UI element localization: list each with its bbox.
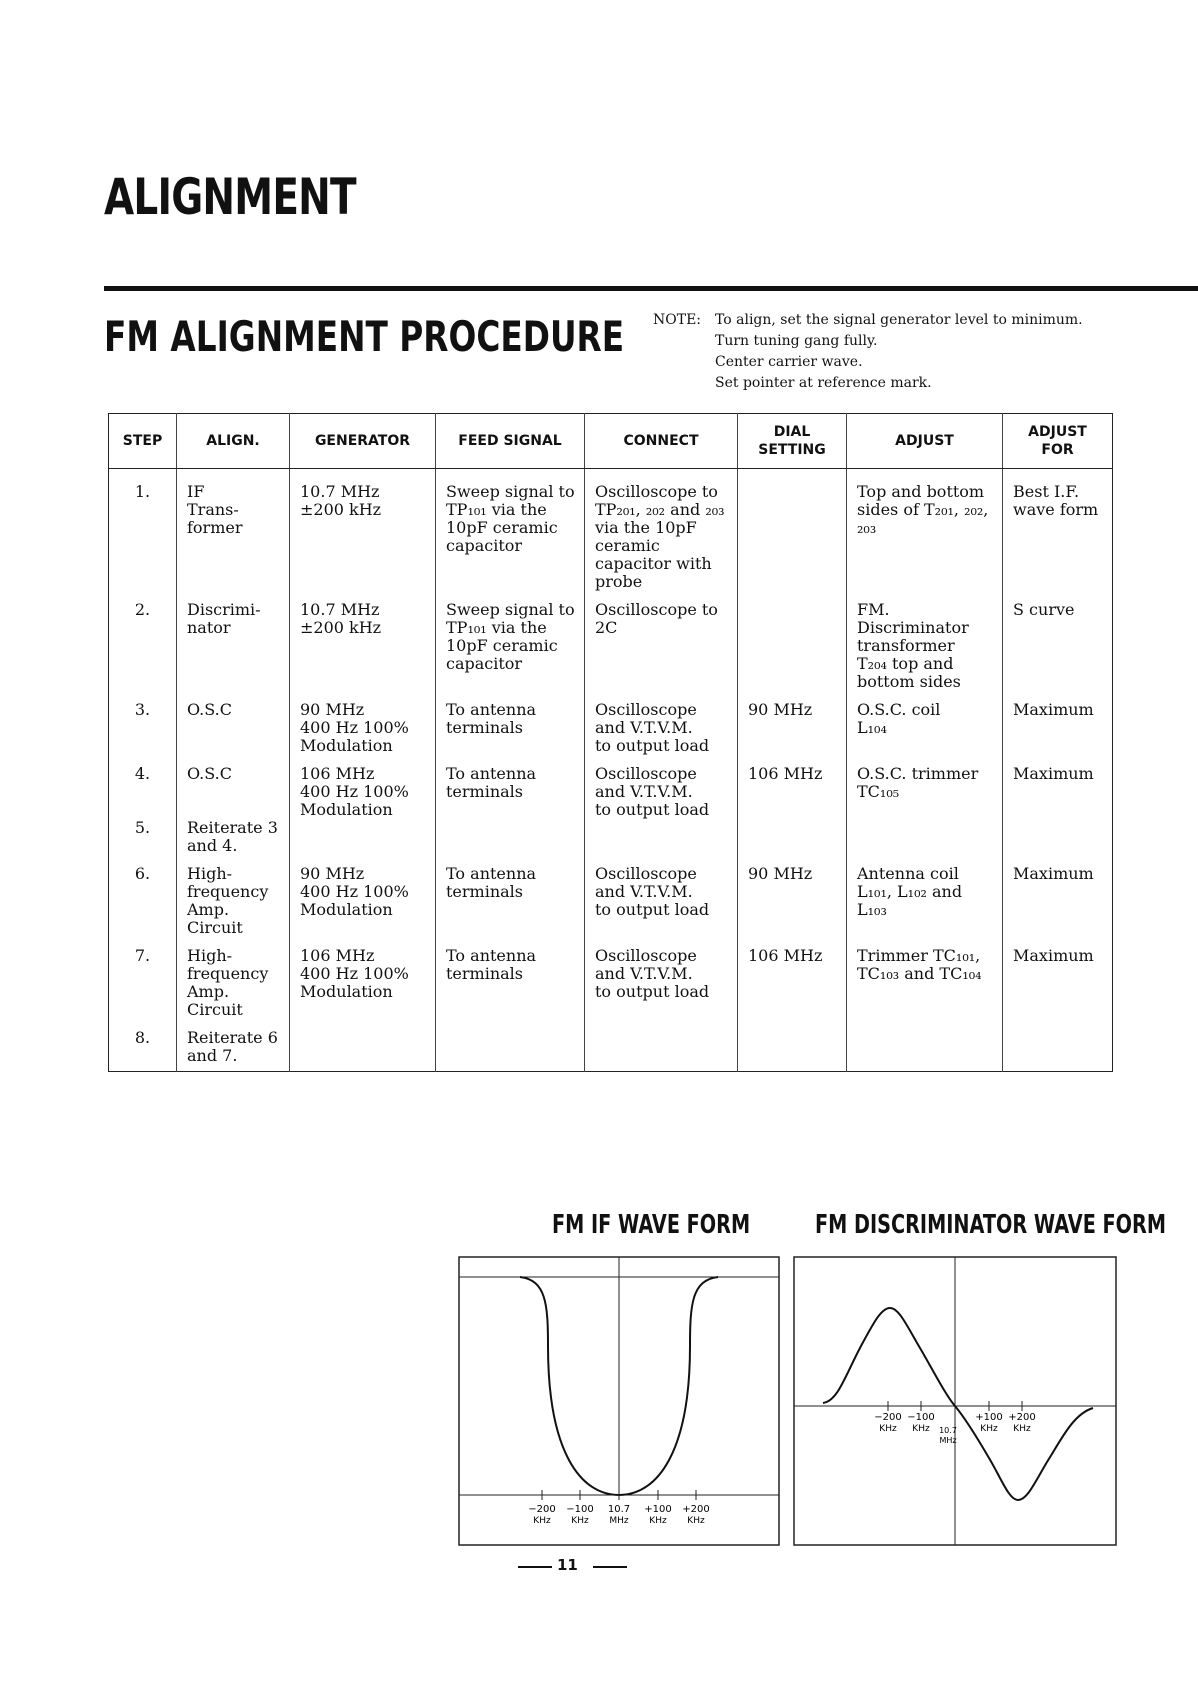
table-cell <box>585 691 738 755</box>
cell-text: Oscilloscope to 2C <box>595 600 718 637</box>
cell-text: Oscilloscope to TP₂₀₁, ₂₀₂ and ₂₀₃ via the 10pF ceramic capacitor with probe <box>595 482 725 591</box>
cell-text: Antenna coil L₁₀₁, L₁₀₂ and L₁₀₃ <box>857 864 963 919</box>
table-cell <box>436 591 585 691</box>
column-header: ALIGN. <box>177 414 290 469</box>
disc-wave-figure <box>793 1256 1117 1546</box>
cell-text: Maximum <box>1013 946 1094 965</box>
table-cell <box>847 755 1003 855</box>
center-unit: MHz <box>939 1436 957 1445</box>
cell-text: To antenna terminals <box>446 864 537 901</box>
cell-text: To antenna terminals <box>446 764 537 801</box>
tick-unit: MHz <box>609 1516 629 1526</box>
cell-text: Oscilloscope and V.T.V.M. to output load <box>595 864 710 919</box>
cell-text: 106 MHz <box>748 946 823 965</box>
tick-unit: KHz <box>533 1516 551 1526</box>
cell-text: Best I.F. wave form <box>1013 482 1099 519</box>
table-cell <box>177 469 290 592</box>
tick-label: +200 <box>682 1504 710 1515</box>
table-cell <box>109 937 177 1019</box>
cell-text: 7. <box>134 946 151 965</box>
cell-text: Maximum <box>1013 700 1094 719</box>
table-row <box>109 591 1113 691</box>
table-cell <box>109 755 177 855</box>
table-cell <box>436 469 585 592</box>
cell-text: 3. <box>134 700 151 719</box>
tick-label: −100 <box>566 1504 594 1515</box>
table-cell <box>436 691 585 755</box>
cell-text: Maximum <box>1013 764 1094 783</box>
column-header: STEP <box>109 414 177 469</box>
center-label: 10.7 <box>939 1426 957 1435</box>
cell-text: S curve <box>1013 600 1075 619</box>
table-cell <box>109 691 177 755</box>
cell-text: 10.7 MHz ±200 kHz <box>300 600 382 637</box>
column-header: DIAL SETTING <box>738 414 847 469</box>
table-cell <box>1003 691 1113 755</box>
table-row <box>109 855 1113 937</box>
table-cell <box>177 755 290 855</box>
cell-text: 10.7 MHz ±200 kHz <box>300 482 382 519</box>
tick-unit: KHz <box>571 1516 589 1526</box>
cell-text: Discrimi- nator <box>187 600 261 637</box>
table-cell <box>847 469 1003 592</box>
cell-text: 106 MHz <box>748 764 823 783</box>
cell-text: 90 MHz <box>748 864 813 883</box>
table-cell <box>436 855 585 937</box>
table-cell <box>1003 937 1113 1019</box>
cell-text: 90 MHz 400 Hz 100% Modulation <box>300 864 409 919</box>
table-cell <box>847 937 1003 1019</box>
cell-text: 8. <box>134 1028 151 1047</box>
tick-label: −200 <box>528 1504 556 1515</box>
tick-unit: KHz <box>980 1424 998 1434</box>
cell-text: 106 MHz 400 Hz 100% Modulation <box>300 764 409 819</box>
table-cell <box>109 855 177 937</box>
table-cell <box>585 1019 738 1072</box>
table-cell <box>177 691 290 755</box>
table-cell <box>738 691 847 755</box>
column-header: GENERATOR <box>290 414 436 469</box>
table-cell <box>1003 591 1113 691</box>
cell-text: O.S.C. trimmer TC₁₀₅ <box>857 764 979 801</box>
table-cell <box>109 469 177 592</box>
table-cell <box>738 591 847 691</box>
table-cell <box>847 1019 1003 1072</box>
column-header: ADJUST <box>847 414 1003 469</box>
tick-label: +100 <box>644 1504 672 1515</box>
column-header: ADJUST FOR <box>1003 414 1113 469</box>
column-header: FEED SIGNAL <box>436 414 585 469</box>
table-cell <box>738 937 847 1019</box>
if-wave-figure <box>458 1256 780 1546</box>
page-number: 11 <box>557 1556 578 1574</box>
table-cell <box>847 591 1003 691</box>
note-lines <box>715 310 1083 394</box>
tick-unit: KHz <box>1013 1424 1031 1434</box>
cell-text: O.S.C Reiterate 3 and 4. <box>187 764 278 855</box>
page-number-dash-right <box>593 1566 627 1568</box>
table-cell <box>738 469 847 592</box>
table-cell <box>738 1019 847 1072</box>
cell-text: O.S.C. coil L₁₀₄ <box>857 700 941 737</box>
section-heading: FM ALIGNMENT PROCEDURE <box>104 312 625 361</box>
table-cell <box>1003 755 1113 855</box>
cell-text: High- frequency Amp. Circuit <box>187 946 269 1019</box>
cell-text: Maximum <box>1013 864 1094 883</box>
cell-text: 1. <box>134 482 151 501</box>
table-cell <box>738 855 847 937</box>
table-cell <box>290 755 436 855</box>
table-cell <box>1003 1019 1113 1072</box>
table-cell <box>109 591 177 691</box>
note-label: NOTE: <box>653 312 702 328</box>
note-line: Turn tuning gang fully. <box>715 333 878 349</box>
table-body <box>109 469 1113 1072</box>
cell-text: Oscilloscope and V.T.V.M. to output load <box>595 764 710 819</box>
table-cell <box>738 755 847 855</box>
table-header-row <box>109 414 1113 469</box>
tick-unit: KHz <box>912 1424 930 1434</box>
cell-text: Trimmer TC₁₀₁, TC₁₀₃ and TC₁₀₄ <box>857 946 982 983</box>
cell-text: 106 MHz 400 Hz 100% Modulation <box>300 946 409 1001</box>
tick-label: −200 <box>874 1412 902 1423</box>
table-cell <box>436 937 585 1019</box>
table-cell <box>585 469 738 592</box>
table-row <box>109 1019 1113 1072</box>
table-cell <box>109 1019 177 1072</box>
cell-text: Oscilloscope and V.T.V.M. to output load <box>595 700 710 755</box>
table-cell <box>177 1019 290 1072</box>
tick-label: +200 <box>1008 1412 1036 1423</box>
table-cell <box>290 937 436 1019</box>
note-line: Center carrier wave. <box>715 354 863 370</box>
disc-wave-curve <box>823 1308 1093 1500</box>
cell-text: 6. <box>134 864 151 883</box>
table-cell <box>585 591 738 691</box>
table-cell <box>847 691 1003 755</box>
table-cell <box>585 755 738 855</box>
table-cell <box>1003 855 1113 937</box>
cell-text: Reiterate 6 and 7. <box>187 1028 278 1065</box>
if-wave-title: FM IF WAVE FORM <box>552 1210 751 1240</box>
tick-unit: KHz <box>687 1516 705 1526</box>
cell-text: IF Trans- former <box>187 482 243 537</box>
tick-label: +100 <box>975 1412 1003 1423</box>
table-cell <box>585 855 738 937</box>
cell-text: Sweep signal to TP₁₀₁ via the 10pF ceramic capacitor <box>446 600 575 673</box>
table-row <box>109 937 1113 1019</box>
tick-label: −100 <box>907 1412 935 1423</box>
cell-text: Sweep signal to TP₁₀₁ via the 10pF ceramic capacitor <box>446 482 575 555</box>
alignment-table <box>108 413 1113 1072</box>
table-cell <box>177 855 290 937</box>
cell-text: To antenna terminals <box>446 946 537 983</box>
cell-text: FM. Discriminator transformer T₂₀₄ top and bottom sides <box>857 600 969 691</box>
cell-text: 90 MHz 400 Hz 100% Modulation <box>300 700 409 755</box>
column-header: CONNECT <box>585 414 738 469</box>
cell-text: 4. 5. <box>134 764 151 837</box>
table-cell <box>436 1019 585 1072</box>
cell-text: 90 MHz <box>748 700 813 719</box>
table-cell <box>290 469 436 592</box>
cell-text: O.S.C <box>187 700 232 719</box>
table-cell <box>847 855 1003 937</box>
cell-text: High- frequency Amp. Circuit <box>187 864 269 937</box>
table-cell <box>290 691 436 755</box>
tick-unit: KHz <box>649 1516 667 1526</box>
table-cell <box>177 937 290 1019</box>
note-line: Set pointer at reference mark. <box>715 375 932 391</box>
table-cell <box>290 591 436 691</box>
cell-text: To antenna terminals <box>446 700 537 737</box>
table-cell <box>1003 469 1113 592</box>
page-number-dash-left <box>518 1566 552 1568</box>
tick-label: 10.7 <box>607 1504 631 1515</box>
table-cell <box>436 755 585 855</box>
table-cell <box>290 1019 436 1072</box>
table-row <box>109 691 1113 755</box>
heading-rule <box>104 286 1198 291</box>
table-cell <box>585 937 738 1019</box>
table-cell <box>290 855 436 937</box>
tick-unit: KHz <box>879 1424 897 1434</box>
table-cell <box>177 591 290 691</box>
cell-text: Oscilloscope and V.T.V.M. to output load <box>595 946 710 1001</box>
cell-text: 2. <box>134 600 151 619</box>
table-row <box>109 469 1113 592</box>
table-row <box>109 755 1113 855</box>
page-heading: ALIGNMENT <box>104 168 356 226</box>
disc-wave-title: FM DISCRIMINATOR WAVE FORM <box>815 1210 1167 1240</box>
cell-text: Top and bottom sides of T₂₀₁, ₂₀₂, ₂₀₃ <box>857 482 989 537</box>
note-line: To align, set the signal generator level to minimum. <box>715 312 1083 328</box>
